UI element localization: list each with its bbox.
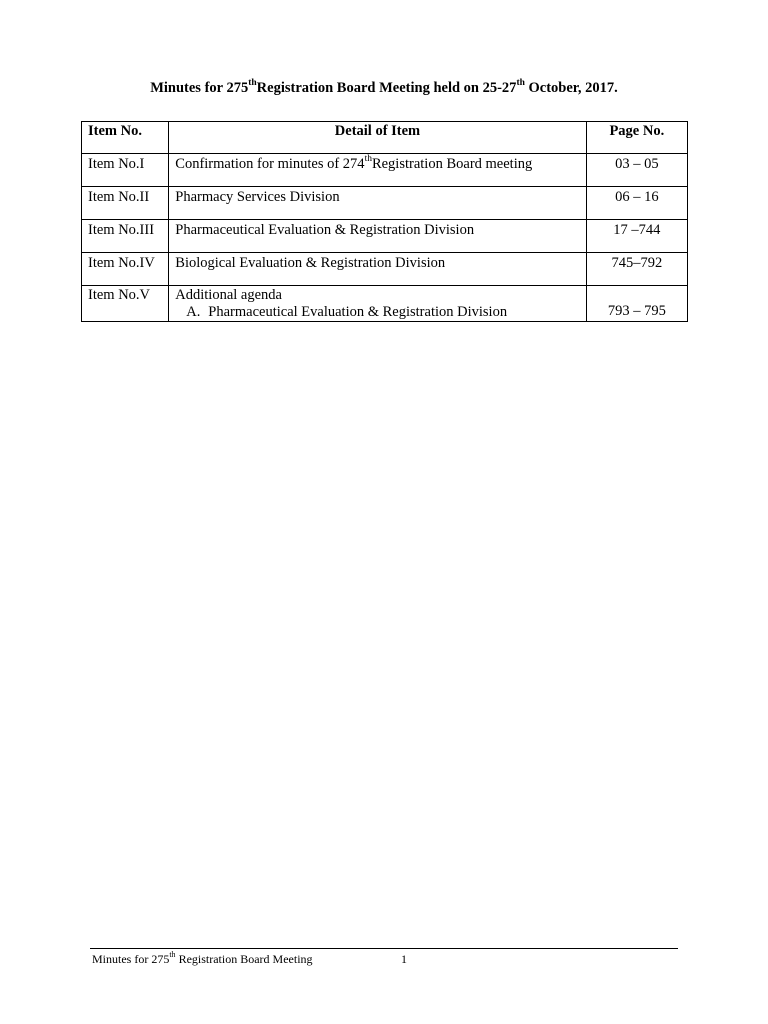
table-row [82,154,688,187]
table-row [82,253,688,286]
detail-cell: Pharmacy Services Division [169,187,586,220]
table-row [82,286,688,322]
detail-cell: Biological Evaluation & Registration Division [169,253,586,286]
footer-text [92,952,313,967]
sub-item-marker: A. [186,304,201,320]
title-superscript-2: th [516,78,525,89]
contents-table [81,121,688,322]
page-no-cell: 06 – 16 [586,187,687,220]
footer-suffix: Registration Board Meeting [175,952,313,966]
page-number: 1 [401,952,407,966]
table-row [82,187,688,220]
sub-item [175,304,579,321]
item-no-cell: Item No.II [82,187,169,220]
footer-divider [90,948,678,949]
item-no-cell: Item No.V [82,286,169,322]
detail-suffix: Registration Board meeting [371,156,533,172]
footer-superscript: th [169,950,176,959]
page-no-cell: 03 – 05 [586,154,687,187]
header-item-no: Item No. [82,122,169,154]
sub-item-detail: Pharmaceutical Evaluation & Registration Division [208,304,508,320]
title-suffix: October, 2017. [524,80,618,96]
header-page-no: Page No. [586,122,687,154]
item-no-cell: Item No.I [82,154,169,187]
item-no-cell: Item No.IV [82,253,169,286]
title-superscript-1: th [248,78,257,89]
page-no-cell: 793 – 795 [586,286,687,322]
page-no-cell: 17 –744 [586,220,687,253]
detail-cell [169,286,586,322]
document-title [0,80,768,97]
detail-superscript: th [364,154,372,165]
table-row [82,220,688,253]
detail-heading: Additional agenda [175,287,282,303]
detail-prefix: Confirmation for minutes of 274 [175,156,365,172]
item-no-cell: Item No.III [82,220,169,253]
page-no-cell: 745–792 [586,253,687,286]
footer-prefix: Minutes for 275 [92,952,170,966]
title-middle: Registration Board Meeting held on 25-27 [256,80,517,96]
detail-cell [169,154,586,187]
table-header-row [82,122,688,154]
title-prefix: Minutes for 275 [150,80,249,96]
detail-cell: Pharmaceutical Evaluation & Registration Division [169,220,586,253]
header-detail: Detail of Item [169,122,586,154]
